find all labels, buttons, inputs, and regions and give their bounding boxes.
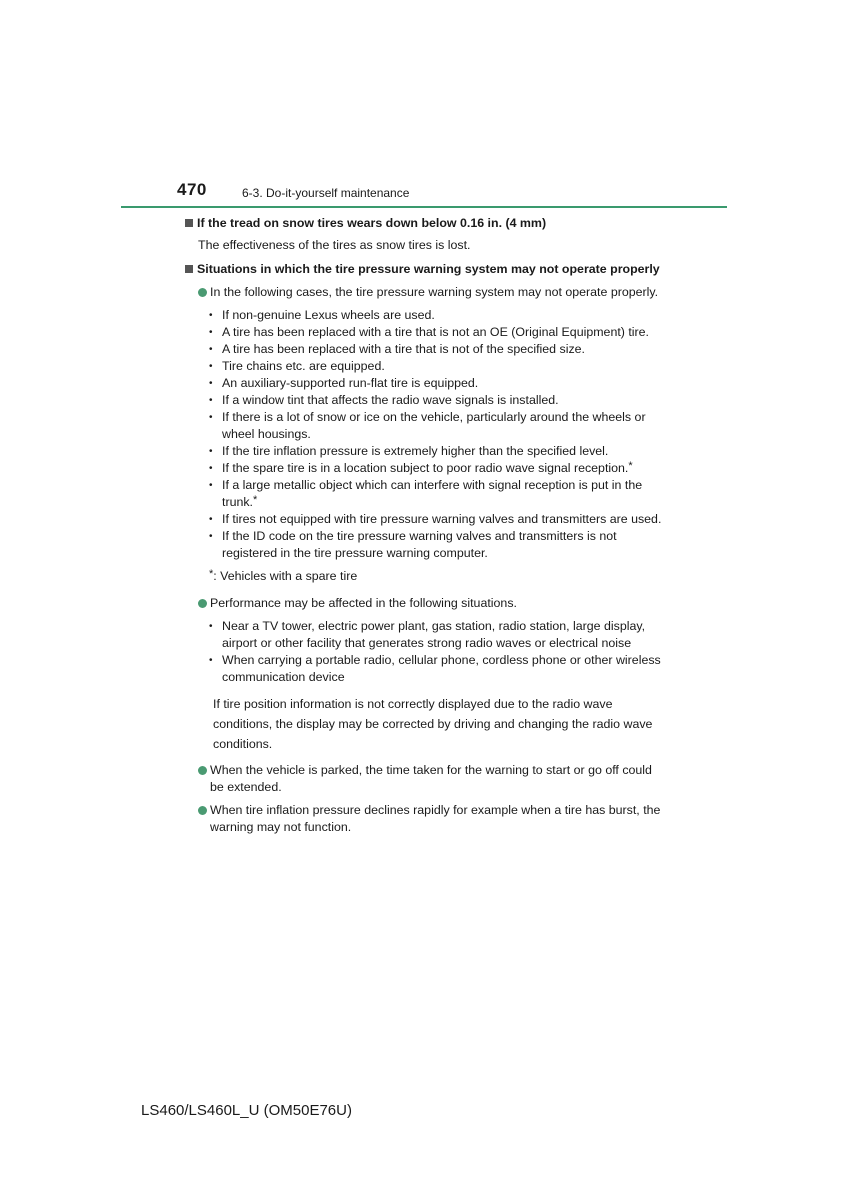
footnote-marker: * [253,494,258,506]
list-item: • If non-genuine Lexus wheels are used. [209,307,665,324]
point [198,284,665,301]
list-item: • Near a TV tower, electric power plant, gas station, radio station, large display, airport or other facility that generates strong radio waves or electrical noise [209,618,665,652]
heading-text: If the tread on snow tires wears down below 0.16 in. (4 mm) [197,216,547,230]
header-rule [121,206,727,208]
page-number: 470 [177,180,207,199]
list-item: • If the tire inflation pressure is extremely higher than the specified level. [209,443,665,460]
note-text: If tire position information is not correctly displayed due to the radio wave conditions, the display may be corrected by driving and changing the radio wave conditions. [213,697,653,751]
section-body: The effectiveness of the tires as snow tires is lost. [198,238,471,252]
bullet-list [209,307,665,562]
point-text: In the following cases, the tire pressure warning system may not operate properly. [210,285,659,299]
list-item: • If tires not equipped with tire pressure warning valves and transmitters are used. [209,511,665,528]
footnote: *: Vehicles with a spare tire [209,568,358,583]
heading-text: Situations in which the tire pressure warning system may not operate properly [197,262,660,276]
point-text: When tire inflation pressure declines rapidly for example when a tire has burst, the warning may not function. [210,803,661,834]
list-item: • If the spare tire is in a location subject to poor radio wave signal reception.* [209,460,665,477]
square-marker-icon [185,265,193,273]
list-item: • If there is a lot of snow or ice on the vehicle, particularly around the wheels or wheel housings. [209,409,665,443]
list-item: • If a large metallic object which can interfere with signal reception is put in the trunk.* [209,477,665,511]
list-item: • When carrying a portable radio, cellular phone, cordless phone or other wireless communication device [209,652,665,686]
point [198,802,665,836]
content [185,214,665,836]
list-item: • Tire chains etc. are equipped. [209,358,665,375]
section-title: 6-3. Do-it-yourself maintenance [242,186,410,200]
list-item: • If a window tint that affects the radio wave signals is installed. [209,392,665,409]
bullet-list [209,618,665,686]
point [198,595,665,612]
circle-bullet-icon [198,806,207,815]
square-marker-icon [185,219,193,227]
footnote-marker: * [628,460,633,472]
circle-bullet-icon [198,766,207,775]
point-text: Performance may be affected in the following situations. [210,596,517,610]
footer-model: LS460/LS460L_U (OM50E76U) [141,1102,352,1119]
point-text: When the vehicle is parked, the time taken for the warning to start or go off could be extended. [210,763,652,794]
footnote-marker: * [209,568,214,580]
list-item: • If the ID code on the tire pressure warning valves and transmitters is not registered in the tire pressure warning computer. [209,528,665,562]
section-heading [185,261,665,278]
list-item: • A tire has been replaced with a tire that is not of the specified size. [209,341,665,358]
list-item: • An auxiliary-supported run-flat tire is equipped. [209,375,665,392]
section-heading [185,215,665,232]
point [198,762,665,796]
circle-bullet-icon [198,288,207,297]
circle-bullet-icon [198,599,207,608]
list-item: • A tire has been replaced with a tire that is not an OE (Original Equipment) tire. [209,324,665,341]
